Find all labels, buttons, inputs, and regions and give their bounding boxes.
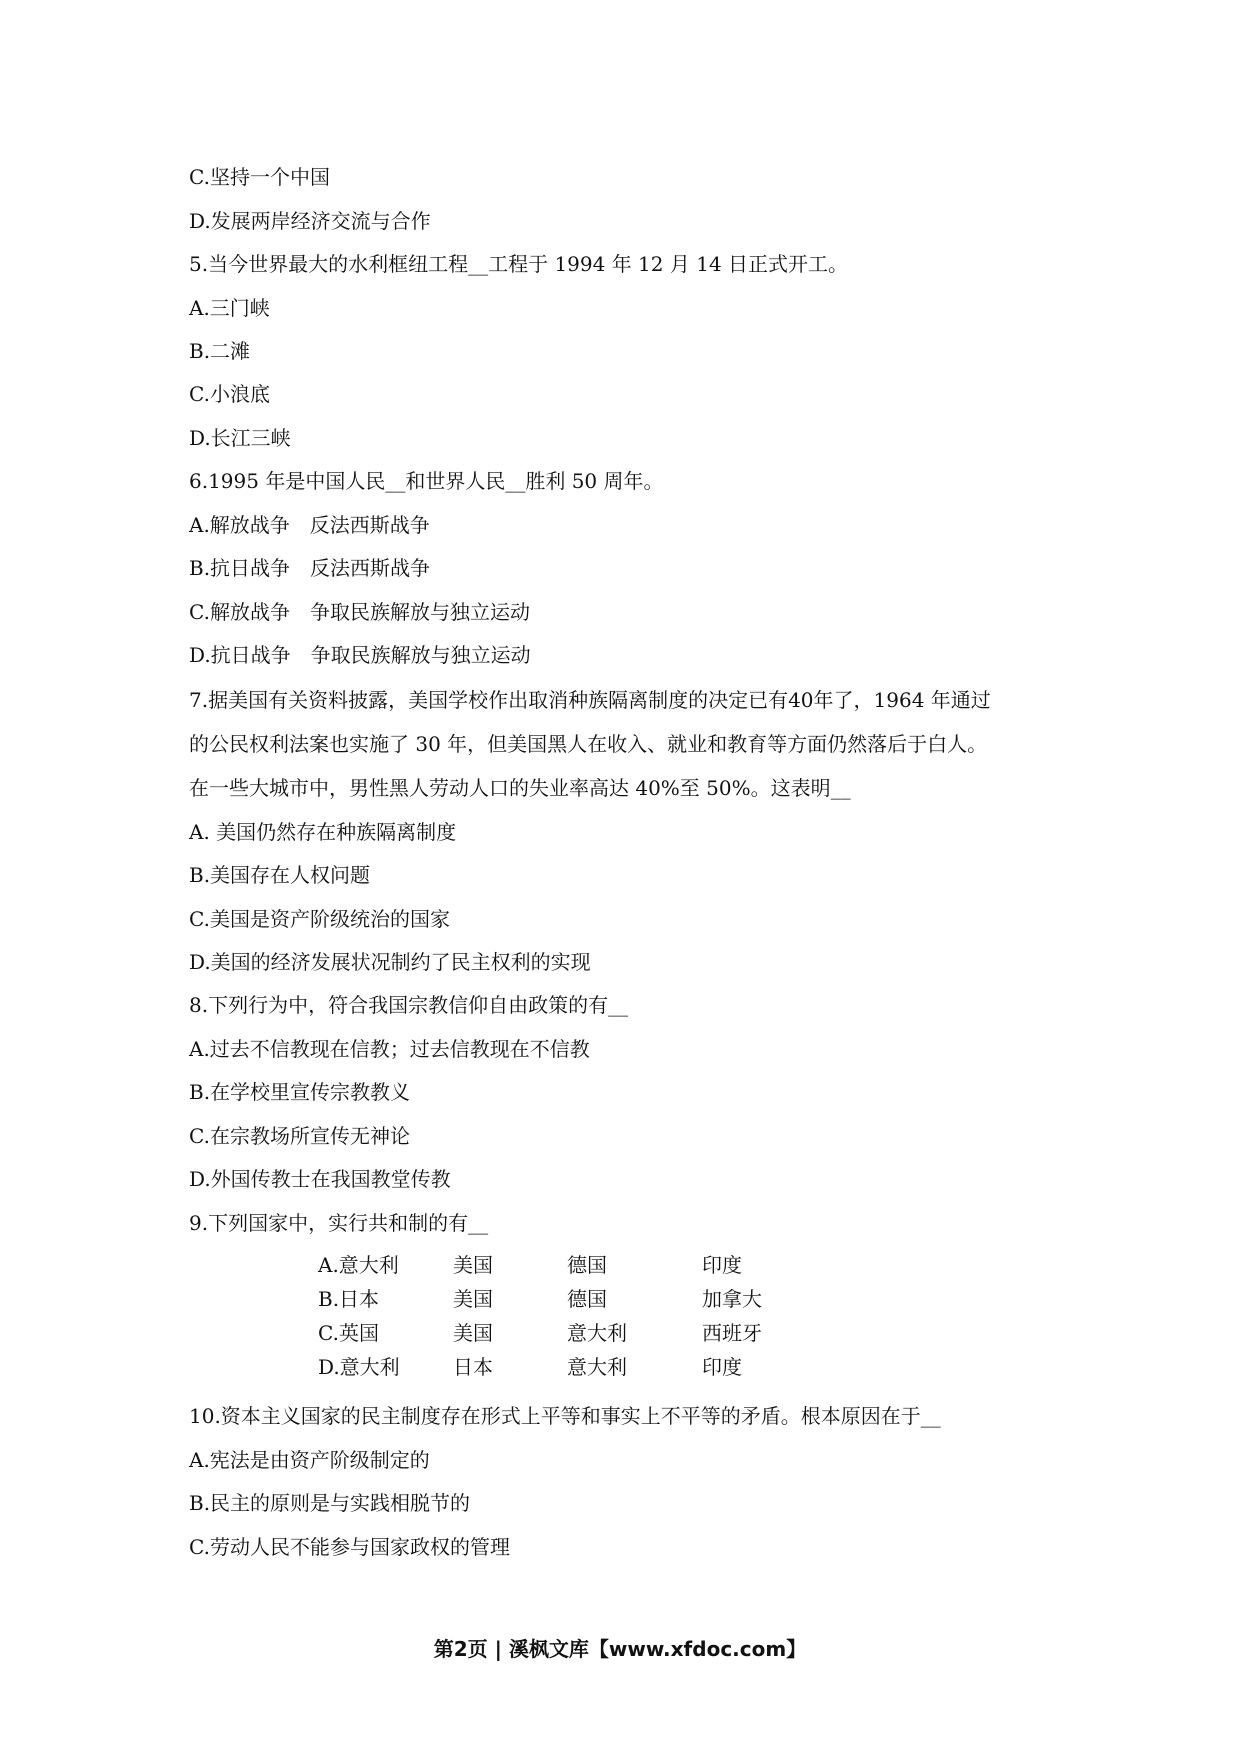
- question-line: 7.据美国有关资料披露，美国学校作出取消种族隔离制度的决定已有40年了，1964 年通过: [189, 688, 991, 712]
- option-line: D.美国的经济发展状况制约了民主权利的实现: [189, 950, 591, 974]
- question-line: 9.下列国家中，实行共和制的有__: [189, 1211, 489, 1235]
- q9-cell: 加拿大: [702, 1287, 762, 1311]
- option-line: D.长江三峡: [189, 426, 291, 450]
- option-line: C.在宗教场所宣传无神论: [189, 1124, 410, 1148]
- option-line: C.美国是资产阶级统治的国家: [189, 907, 450, 931]
- option-line: D.外国传教士在我国教堂传教: [189, 1167, 451, 1191]
- q9-cell: D.意大利: [318, 1355, 400, 1379]
- option-line: C.劳动人民不能参与国家政权的管理: [189, 1535, 510, 1559]
- question-line: 的公民权利法案也实施了 30 年，但美国黑人在收入、就业和教育等方面仍然落后于白人。: [189, 732, 988, 756]
- question-line: 5.当今世界最大的水利框纽工程__工程于 1994 年 12 月 14 日正式开工。: [189, 252, 849, 276]
- q9-cell: C.英国: [318, 1321, 379, 1345]
- question-line: 10.资本主义国家的民主制度存在形式上平等和事实上不平等的矛盾。根本原因在于__: [189, 1404, 941, 1428]
- option-line: C.坚持一个中国: [189, 165, 330, 189]
- option-line: A.宪法是由资产阶级制定的: [189, 1448, 430, 1472]
- q9-option-row: [0, 1320, 1240, 1346]
- q9-option-row: [0, 1252, 1240, 1278]
- q9-cell: 印度: [702, 1355, 742, 1379]
- option-line: A.过去不信教现在信教；过去信教现在不信教: [189, 1037, 590, 1061]
- option-line: D.发展两岸经济交流与合作: [189, 209, 431, 233]
- q9-cell: 日本: [453, 1355, 493, 1379]
- q9-cell: B.日本: [318, 1287, 380, 1311]
- q9-cell: 美国: [453, 1253, 493, 1277]
- option-line: C.解放战争 争取民族解放与独立运动: [189, 600, 530, 624]
- page-footer: 第2页 | 溪枫文库【www.xfdoc.com】: [433, 1637, 807, 1661]
- option-line: B.抗日战争 反法西斯战争: [189, 556, 431, 580]
- option-line: B.美国存在人权问题: [189, 863, 371, 887]
- option-line: A.三门峡: [189, 296, 270, 320]
- question-line: 在一些大城市中，男性黑人劳动人口的失业率高达 40%至 50%。这表明__: [189, 776, 851, 800]
- q9-cell: 美国: [453, 1321, 493, 1345]
- option-line: D.抗日战争 争取民族解放与独立运动: [189, 643, 531, 667]
- option-line: C.小浪底: [189, 382, 270, 406]
- option-line: B.二滩: [189, 339, 251, 363]
- q9-cell: 意大利: [567, 1321, 627, 1345]
- q9-cell: A.意大利: [318, 1253, 399, 1277]
- option-line: B.在学校里宣传宗教教义: [189, 1080, 411, 1104]
- q9-cell: 意大利: [567, 1355, 627, 1379]
- question-line: 8.下列行为中，符合我国宗教信仰自由政策的有__: [189, 993, 629, 1017]
- question-line: 6.1995 年是中国人民__和世界人民__胜利 50 周年。: [189, 469, 664, 493]
- q9-cell: 美国: [453, 1287, 493, 1311]
- q9-cell: 印度: [702, 1253, 742, 1277]
- q9-cell: 德国: [567, 1287, 607, 1311]
- q9-cell: 西班牙: [702, 1321, 762, 1345]
- option-line: B.民主的原则是与实践相脱节的: [189, 1491, 471, 1515]
- option-line: A. 美国仍然存在种族隔离制度: [189, 820, 457, 844]
- q9-option-row: [0, 1286, 1240, 1312]
- option-line: A.解放战争 反法西斯战争: [189, 513, 430, 537]
- q9-option-row: [0, 1354, 1240, 1380]
- q9-cell: 德国: [567, 1253, 607, 1277]
